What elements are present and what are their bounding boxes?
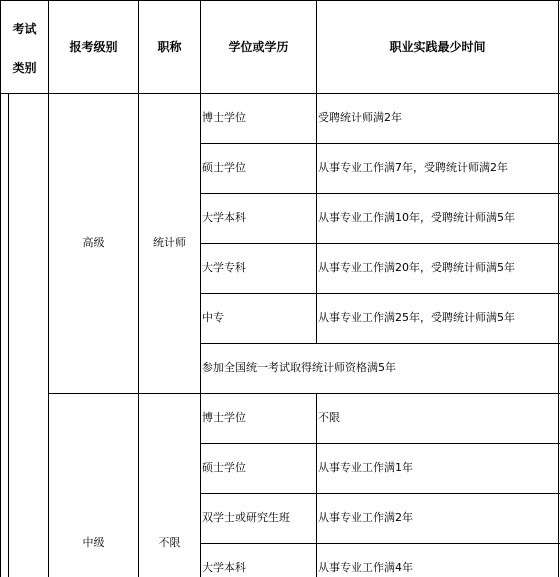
header-title: 职称: [157, 40, 182, 54]
table-border-top: [0, 0, 560, 1]
row-line: [200, 543, 560, 544]
senior-degree-2: 硕士学位: [202, 161, 246, 174]
senior-experience-4: 从事专业工作满20年，受聘统计师满5年: [318, 261, 515, 274]
col-divider-3-body: [200, 93, 201, 577]
header-divider: [0, 93, 560, 94]
senior-experience-2: 从事专业工作满7年，受聘统计师满2年: [318, 161, 508, 174]
senior-merged-note: 参加全国统一考试取得统计师资格满5年: [202, 361, 396, 374]
row-line: [200, 193, 560, 194]
intermediate-experience-4: 从事专业工作满4年: [318, 561, 413, 574]
senior-experience-3: 从事专业工作满10年，受聘统计师满5年: [318, 211, 515, 224]
col-divider-2-body: [138, 93, 139, 577]
intermediate-experience-1: 不限: [318, 411, 340, 424]
table-border-right: [558, 0, 559, 577]
header-exam-type-line1: 考试: [12, 22, 37, 36]
intermediate-level: 中级: [82, 536, 105, 549]
col-divider-1-body: [48, 93, 49, 577]
header-degree: 学位或学历: [228, 40, 289, 54]
row-line: [200, 243, 560, 244]
inner-left-border: [8, 93, 9, 577]
senior-experience-5: 从事专业工作满25年，受聘统计师满5年: [318, 311, 515, 324]
row-line: [200, 493, 560, 494]
intermediate-degree-1: 博士学位: [202, 411, 246, 424]
intermediate-degree-2: 硕士学位: [202, 461, 246, 474]
col-divider-4-senior: [316, 93, 317, 343]
senior-degree-1: 博士学位: [202, 111, 246, 124]
intermediate-experience-2: 从事专业工作满1年: [318, 461, 413, 474]
header-level: 报考级别: [69, 40, 118, 54]
row-line: [200, 293, 560, 294]
senior-experience-1: 受聘统计师满2年: [318, 111, 402, 124]
row-line: [200, 343, 560, 344]
intermediate-title: 不限: [158, 536, 181, 549]
intermediate-experience-3: 从事专业工作满2年: [318, 511, 413, 524]
row-line: [200, 443, 560, 444]
senior-degree-5: 中专: [202, 311, 224, 324]
header-experience: 职业实践最少时间: [389, 40, 486, 54]
senior-degree-3: 大学本科: [202, 211, 246, 224]
senior-degree-4: 大学专科: [202, 261, 246, 274]
section-divider: [48, 393, 560, 394]
senior-level: 高级: [82, 236, 105, 249]
row-line: [200, 143, 560, 144]
intermediate-degree-4: 大学本科: [202, 561, 246, 574]
senior-title: 统计师: [153, 236, 186, 249]
header-exam-type-line2: 类别: [12, 61, 37, 75]
intermediate-degree-3: 双学士或研究生班: [202, 511, 290, 524]
col-divider-4-intermediate: [316, 393, 317, 577]
table-border-left: [0, 0, 1, 577]
